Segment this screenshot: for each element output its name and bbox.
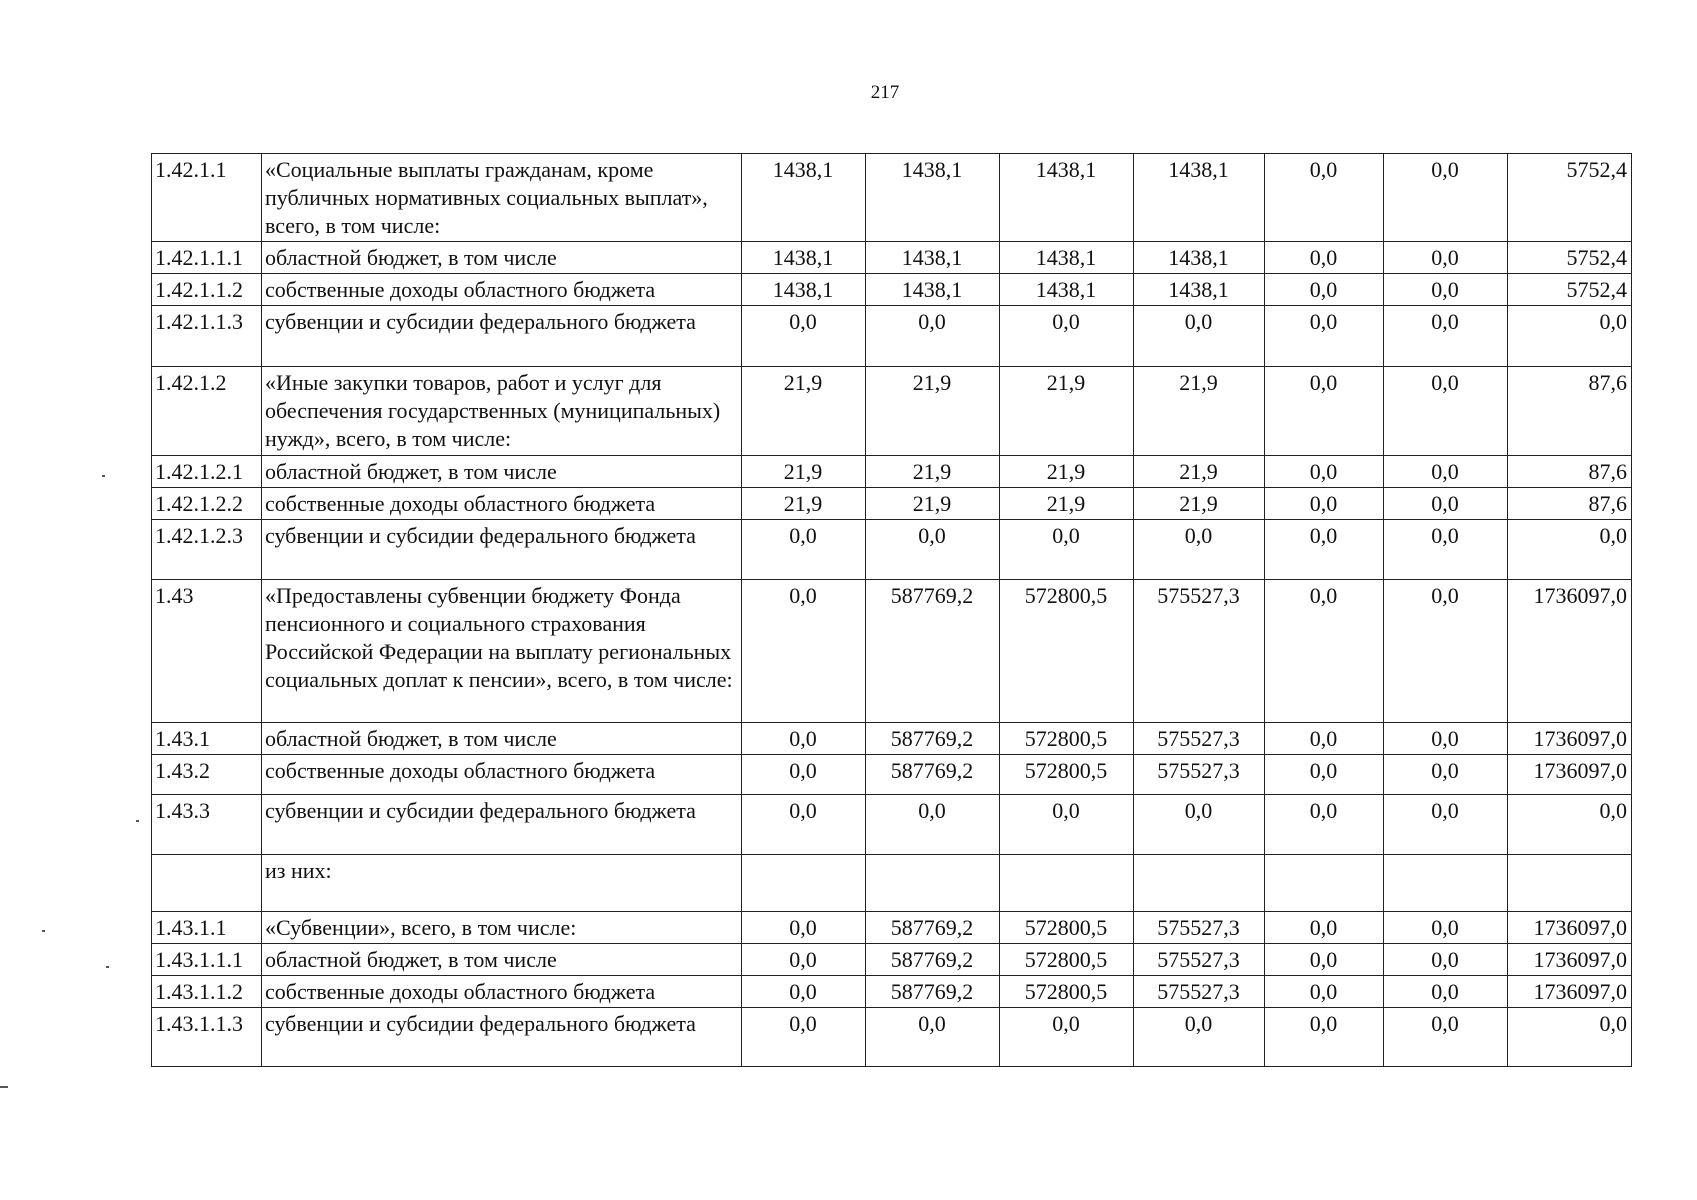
row-code: 1.43.3 (152, 795, 262, 855)
row-total-value: 1736097,0 (1508, 580, 1632, 723)
table-row (152, 520, 1632, 580)
row-code: 1.42.1.1.3 (152, 306, 262, 367)
row-value: 572800,5 (1000, 944, 1134, 976)
row-value: 21,9 (742, 488, 866, 520)
row-value: 0,0 (742, 723, 866, 755)
row-value: 575527,3 (1134, 755, 1265, 795)
row-value: 0,0 (1265, 1008, 1384, 1067)
row-total-value: 1736097,0 (1508, 944, 1632, 976)
row-value: 0,0 (1384, 755, 1508, 795)
row-value: 21,9 (742, 367, 866, 456)
row-value: 575527,3 (1134, 580, 1265, 723)
row-value: 0,0 (1384, 367, 1508, 456)
row-name: областной бюджет, в том числе (262, 242, 742, 274)
row-value: 0,0 (1000, 795, 1134, 855)
row-value: 21,9 (866, 488, 1000, 520)
table-row (152, 1008, 1632, 1067)
row-value: 0,0 (1384, 306, 1508, 367)
row-value: 1438,1 (866, 274, 1000, 306)
row-name: «Социальные выплаты гражданам, кроме публичных нормативных социальных выплат», всего, в том числе: (262, 154, 742, 242)
row-value: 0,0 (1134, 306, 1265, 367)
row-total-value: 87,6 (1508, 456, 1632, 488)
row-total-value: 1736097,0 (1508, 976, 1632, 1008)
row-value: 587769,2 (866, 944, 1000, 976)
row-value: 0,0 (742, 1008, 866, 1067)
row-value: 572800,5 (1000, 580, 1134, 723)
row-value: 1438,1 (1134, 274, 1265, 306)
row-value: 0,0 (1384, 976, 1508, 1008)
row-value (742, 855, 866, 912)
row-value: 21,9 (1134, 488, 1265, 520)
row-value: 0,0 (1384, 795, 1508, 855)
budget-table (151, 153, 1632, 1067)
table-row (152, 488, 1632, 520)
page-number: 217 (870, 82, 900, 103)
row-value: 0,0 (1384, 1008, 1508, 1067)
row-total-value: 1736097,0 (1508, 912, 1632, 944)
row-value: 0,0 (1265, 488, 1384, 520)
row-total-value: 87,6 (1508, 367, 1632, 456)
row-value: 0,0 (1000, 1008, 1134, 1067)
table-row (152, 723, 1632, 755)
table-row (152, 274, 1632, 306)
row-value (1000, 855, 1134, 912)
table-row (152, 755, 1632, 795)
scan-mark (136, 820, 139, 822)
row-total-value: 5752,4 (1508, 274, 1632, 306)
row-total-value: 0,0 (1508, 520, 1632, 580)
table-row (152, 306, 1632, 367)
scan-mark (42, 930, 45, 932)
row-value: 0,0 (1265, 976, 1384, 1008)
row-name: собственные доходы областного бюджета (262, 274, 742, 306)
table-row (152, 367, 1632, 456)
row-value: 0,0 (1134, 795, 1265, 855)
row-value: 0,0 (742, 944, 866, 976)
row-value: 0,0 (866, 795, 1000, 855)
row-value: 587769,2 (866, 976, 1000, 1008)
row-value: 0,0 (1384, 242, 1508, 274)
row-value: 0,0 (1265, 795, 1384, 855)
row-name: «Иные закупки товаров, работ и услуг для обеспечения государственных (муниципальных) нужд», всего, в том числе: (262, 367, 742, 456)
row-value: 0,0 (1384, 154, 1508, 242)
row-total-value: 1736097,0 (1508, 755, 1632, 795)
row-value: 0,0 (1384, 723, 1508, 755)
row-code: 1.42.1.1.2 (152, 274, 262, 306)
row-value: 0,0 (1265, 520, 1384, 580)
row-value: 587769,2 (866, 912, 1000, 944)
row-total-value: 87,6 (1508, 488, 1632, 520)
row-total-value (1508, 855, 1632, 912)
row-value: 575527,3 (1134, 976, 1265, 1008)
row-value: 0,0 (742, 580, 866, 723)
row-value: 0,0 (1134, 520, 1265, 580)
scan-mark (102, 475, 105, 477)
row-code: 1.43.1.1.1 (152, 944, 262, 976)
row-name: областной бюджет, в том числе (262, 456, 742, 488)
row-value: 1438,1 (742, 242, 866, 274)
row-name: областной бюджет, в том числе (262, 723, 742, 755)
row-value: 21,9 (1134, 456, 1265, 488)
row-value: 572800,5 (1000, 755, 1134, 795)
row-total-value: 1736097,0 (1508, 723, 1632, 755)
row-value: 0,0 (1384, 274, 1508, 306)
row-value: 0,0 (1384, 944, 1508, 976)
row-value: 1438,1 (866, 154, 1000, 242)
row-value: 0,0 (742, 306, 866, 367)
row-name: субвенции и субсидии федерального бюджета (262, 795, 742, 855)
row-value: 575527,3 (1134, 723, 1265, 755)
table-row (152, 580, 1632, 723)
row-name: «Предоставлены субвенции бюджету Фонда пенсионного и социального страхования Российской Федерации на выплату региональных социальных доплат к пенсии», всего, в том числе: (262, 580, 742, 723)
row-value: 21,9 (742, 456, 866, 488)
row-name: субвенции и субсидии федерального бюджета (262, 520, 742, 580)
row-value: 0,0 (742, 912, 866, 944)
row-value: 0,0 (1265, 755, 1384, 795)
row-code: 1.42.1.2.3 (152, 520, 262, 580)
row-value: 0,0 (742, 755, 866, 795)
row-value: 0,0 (1265, 274, 1384, 306)
row-code: 1.43.2 (152, 755, 262, 795)
table-row (152, 154, 1632, 242)
row-value: 0,0 (1384, 456, 1508, 488)
row-value: 575527,3 (1134, 912, 1265, 944)
row-value: 0,0 (1265, 242, 1384, 274)
row-value: 21,9 (1000, 488, 1134, 520)
row-value: 21,9 (1134, 367, 1265, 456)
row-value: 0,0 (742, 976, 866, 1008)
row-code (152, 855, 262, 912)
row-value: 0,0 (742, 795, 866, 855)
row-value: 1438,1 (742, 274, 866, 306)
row-value: 1438,1 (1000, 274, 1134, 306)
row-value: 572800,5 (1000, 976, 1134, 1008)
row-code: 1.43 (152, 580, 262, 723)
row-value: 1438,1 (1000, 242, 1134, 274)
row-value: 0,0 (1384, 488, 1508, 520)
row-value: 21,9 (1000, 367, 1134, 456)
row-value: 0,0 (1265, 306, 1384, 367)
row-value: 0,0 (1265, 367, 1384, 456)
scan-mark (0, 1086, 8, 1088)
row-total-value: 0,0 (1508, 795, 1632, 855)
row-value (1384, 855, 1508, 912)
row-total-value: 0,0 (1508, 306, 1632, 367)
row-value (1134, 855, 1265, 912)
row-value (866, 855, 1000, 912)
row-name: субвенции и субсидии федерального бюджета (262, 306, 742, 367)
row-code: 1.42.1.2 (152, 367, 262, 456)
row-name: собственные доходы областного бюджета (262, 755, 742, 795)
row-code: 1.43.1.1.3 (152, 1008, 262, 1067)
table-row (152, 456, 1632, 488)
row-name: из них: (262, 855, 742, 912)
row-value: 21,9 (866, 367, 1000, 456)
row-value: 0,0 (1265, 912, 1384, 944)
row-value: 21,9 (866, 456, 1000, 488)
row-value: 0,0 (1265, 580, 1384, 723)
row-name: субвенции и субсидии федерального бюджета (262, 1008, 742, 1067)
row-value: 0,0 (866, 520, 1000, 580)
row-value: 572800,5 (1000, 912, 1134, 944)
row-value: 0,0 (866, 1008, 1000, 1067)
row-value: 0,0 (1265, 944, 1384, 976)
row-value: 1438,1 (866, 242, 1000, 274)
row-value: 0,0 (1265, 456, 1384, 488)
row-value (1265, 855, 1384, 912)
row-value: 0,0 (1000, 306, 1134, 367)
row-value: 587769,2 (866, 755, 1000, 795)
row-code: 1.42.1.2.1 (152, 456, 262, 488)
row-value: 587769,2 (866, 580, 1000, 723)
row-code: 1.42.1.2.2 (152, 488, 262, 520)
row-value: 0,0 (1384, 520, 1508, 580)
row-value: 575527,3 (1134, 944, 1265, 976)
table-row (152, 795, 1632, 855)
row-value: 0,0 (1384, 912, 1508, 944)
row-value: 0,0 (1265, 154, 1384, 242)
row-value: 587769,2 (866, 723, 1000, 755)
row-total-value: 0,0 (1508, 1008, 1632, 1067)
row-value: 0,0 (742, 520, 866, 580)
table-row (152, 855, 1632, 912)
row-value: 21,9 (1000, 456, 1134, 488)
row-total-value: 5752,4 (1508, 154, 1632, 242)
table-row (152, 976, 1632, 1008)
row-name: собственные доходы областного бюджета (262, 976, 742, 1008)
table-row (152, 242, 1632, 274)
row-value: 0,0 (1000, 520, 1134, 580)
row-value: 1438,1 (1134, 242, 1265, 274)
row-value: 0,0 (1134, 1008, 1265, 1067)
table-row (152, 944, 1632, 976)
row-code: 1.43.1.1.2 (152, 976, 262, 1008)
row-name: областной бюджет, в том числе (262, 944, 742, 976)
row-value: 1438,1 (1000, 154, 1134, 242)
row-code: 1.42.1.1 (152, 154, 262, 242)
row-value: 0,0 (1265, 723, 1384, 755)
row-value: 1438,1 (742, 154, 866, 242)
row-value: 572800,5 (1000, 723, 1134, 755)
row-value: 0,0 (866, 306, 1000, 367)
row-value: 0,0 (1384, 580, 1508, 723)
row-total-value: 5752,4 (1508, 242, 1632, 274)
row-code: 1.43.1 (152, 723, 262, 755)
row-code: 1.42.1.1.1 (152, 242, 262, 274)
row-name: собственные доходы областного бюджета (262, 488, 742, 520)
row-value: 1438,1 (1134, 154, 1265, 242)
table-row (152, 912, 1632, 944)
scan-mark (106, 966, 109, 968)
row-code: 1.43.1.1 (152, 912, 262, 944)
row-name: «Субвенции», всего, в том числе: (262, 912, 742, 944)
